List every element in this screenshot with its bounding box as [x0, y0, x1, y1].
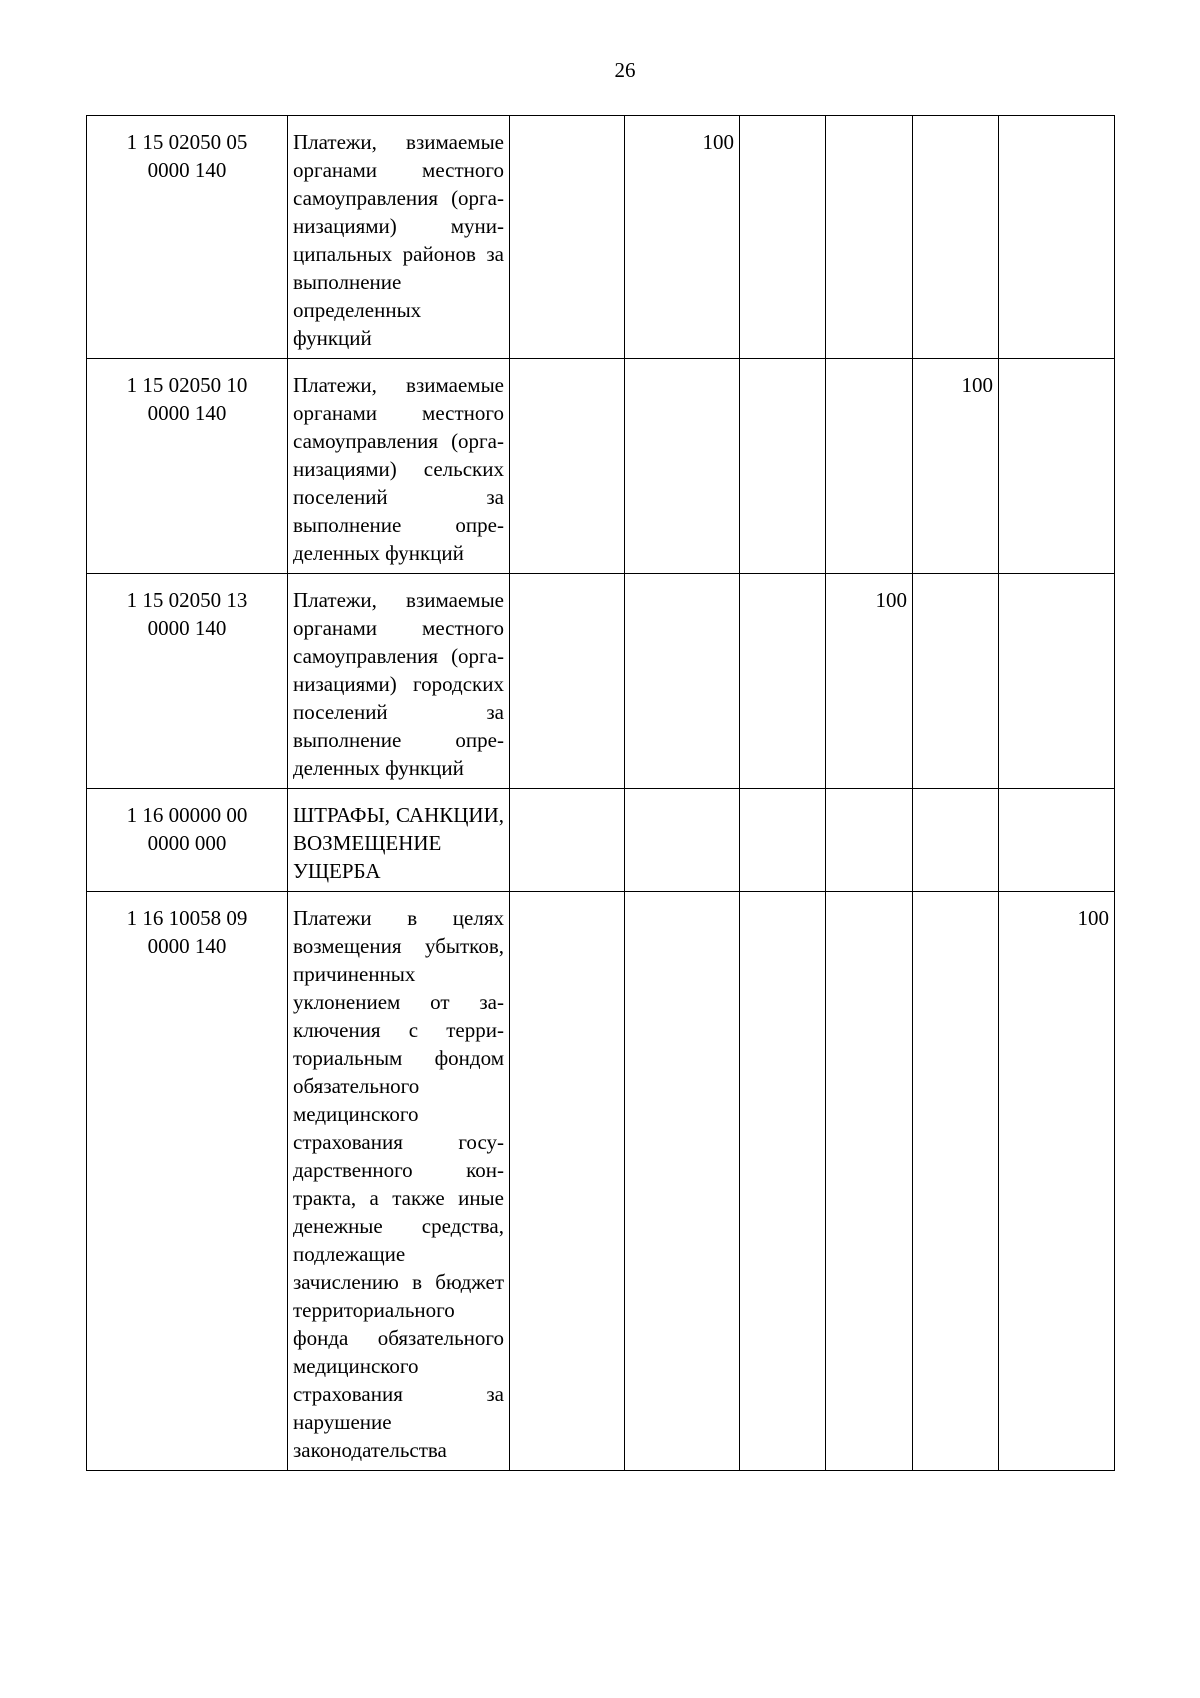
value-cell — [826, 359, 913, 574]
value-cell — [625, 574, 740, 789]
value-cell — [999, 116, 1115, 359]
page-number: 26 — [614, 58, 636, 82]
value-cell — [913, 892, 999, 1471]
value-cell — [740, 359, 826, 574]
value-cell — [625, 892, 740, 1471]
income-name: Платежи, взимаемые органами местного самоуправления (организациями) городских поселений за выполнение определенных функций — [288, 574, 510, 789]
income-name: Платежи в целях возмещения убытков, причиненных уклонением от заключения с территориальным фондом обязательного медицинского страхования государственного контракта, а также иные денежные средства, подлежащие зачислению в бюджет территориального фонда обязательного медицинского страхования за нарушение законодательства — [288, 892, 510, 1471]
income-code: 1 15 02050 10 0000 140 — [87, 359, 288, 574]
value-cell — [999, 359, 1115, 574]
table-row — [87, 789, 1115, 892]
value-cell — [999, 574, 1115, 789]
table-row — [87, 892, 1115, 1471]
value-cell — [740, 892, 826, 1471]
budget-table — [86, 115, 1115, 1471]
income-name: Платежи, взимаемые органами местного самоуправления (организациями) сельских поселений за выполнение определенных функций — [288, 359, 510, 574]
value-cell — [740, 116, 826, 359]
value-cell — [510, 116, 625, 359]
income-code: 1 15 02050 05 0000 140 — [87, 116, 288, 359]
income-name: Платежи, взимаемые органами местного самоуправления (организациями) муниципальных районов за выполнение определенных функций — [288, 116, 510, 359]
value-cell — [826, 789, 913, 892]
value-cell — [740, 574, 826, 789]
income-code: 1 15 02050 13 0000 140 — [87, 574, 288, 789]
income-name: ШТРАФЫ, САНКЦИИ, ВОЗМЕЩЕНИЕ УЩЕРБА — [288, 789, 510, 892]
value-cell — [625, 359, 740, 574]
value-cell: 100 — [913, 359, 999, 574]
value-cell — [510, 359, 625, 574]
income-code: 1 16 10058 09 0000 140 — [87, 892, 288, 1471]
value-cell: 100 — [999, 892, 1115, 1471]
value-cell: 100 — [625, 116, 740, 359]
value-cell: 100 — [826, 574, 913, 789]
value-cell — [510, 574, 625, 789]
value-cell — [826, 116, 913, 359]
value-cell — [625, 789, 740, 892]
value-cell — [913, 574, 999, 789]
value-cell — [510, 789, 625, 892]
table-row — [87, 116, 1115, 359]
income-code: 1 16 00000 00 0000 000 — [87, 789, 288, 892]
value-cell — [913, 116, 999, 359]
table-row — [87, 574, 1115, 789]
value-cell — [999, 789, 1115, 892]
value-cell — [510, 892, 625, 1471]
value-cell — [913, 789, 999, 892]
value-cell — [740, 789, 826, 892]
table-row — [87, 359, 1115, 574]
value-cell — [826, 892, 913, 1471]
